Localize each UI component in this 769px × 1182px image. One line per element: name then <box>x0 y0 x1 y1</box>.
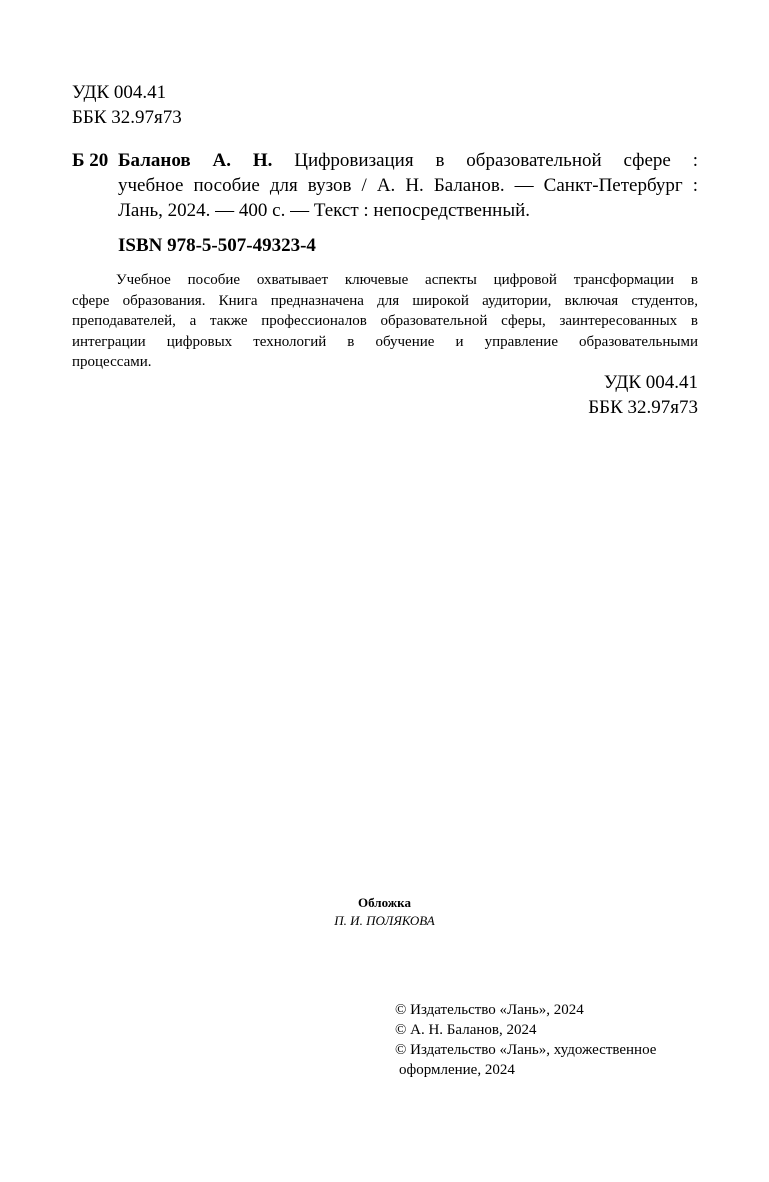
copyright-line: © Издательство «Лань», 2024 <box>395 1002 584 1018</box>
annotation-line: процессами. <box>72 354 152 370</box>
annotation <box>72 270 698 373</box>
udk-code: УДК 004.41 <box>603 372 698 393</box>
cover-label: Обложка <box>358 895 411 910</box>
book-title: Цифровизация в образовательной сфере : <box>272 150 698 171</box>
author-mark: Б 20 <box>72 150 109 171</box>
classification-block-top <box>72 80 182 130</box>
classification-block-bottom <box>588 370 698 420</box>
bbk-code: ББК 32.97я73 <box>588 397 698 418</box>
udk-code: УДК 004.41 <box>72 82 167 103</box>
author-name: Баланов А. Н. <box>118 150 273 171</box>
entry-line-3: Лань, 2024. — 400 с. — Текст : непосредственный. <box>118 200 530 221</box>
copyright-line: © А. Н. Баланов, 2024 <box>395 1022 537 1038</box>
cover-designer: П. И. ПОЛЯКОВА <box>334 913 435 928</box>
copyright-line: © Издательство «Лань», художественное <box>395 1042 657 1058</box>
annotation-line: интеграции цифровых технологий в обучение и управление образовательными <box>72 333 698 350</box>
copyright-line: оформление, 2024 <box>399 1062 515 1078</box>
annotation-line: Учебное пособие охватывает ключевые аспекты цифровой трансформации в <box>116 272 698 288</box>
annotation-line: преподавателей, а также профессионалов образовательной сферы, заинтересованных в <box>72 313 698 329</box>
bibliographic-entry <box>118 148 698 223</box>
entry-line-1 <box>118 148 698 173</box>
isbn: ISBN 978-5-507-49323-4 <box>118 235 316 256</box>
bbk-code: ББК 32.97я73 <box>72 107 182 128</box>
entry-line-2: учебное пособие для вузов / А. Н. Баланов. — Санкт-Петербург : <box>118 175 698 196</box>
copyright-block <box>395 1000 656 1080</box>
annotation-line: сфере образования. Книга предназначена для широкой аудитории, включая студентов, <box>72 292 698 309</box>
